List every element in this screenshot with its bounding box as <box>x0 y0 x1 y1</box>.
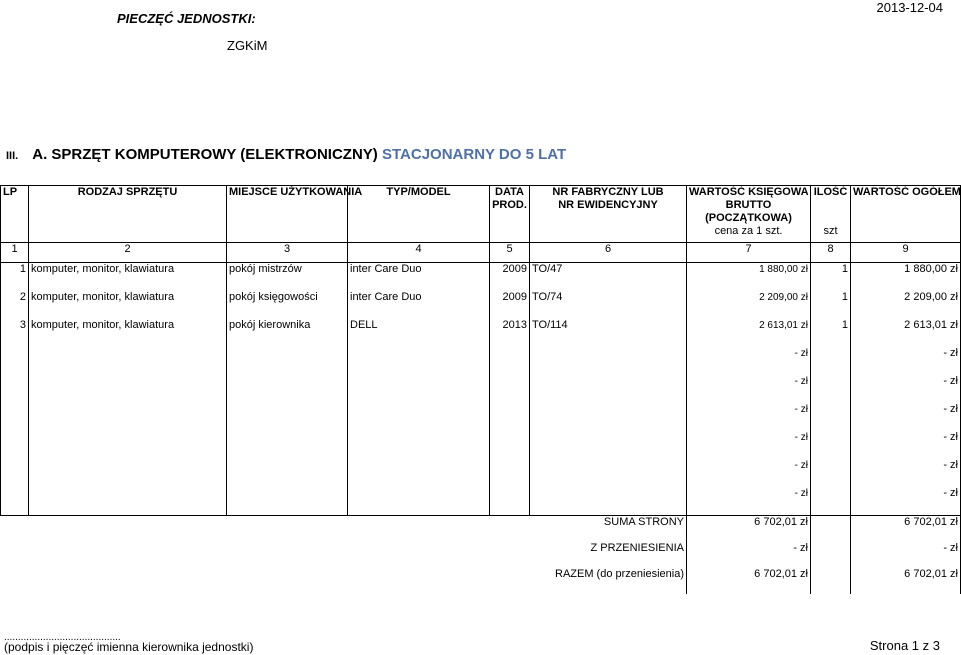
cell-year <box>490 375 530 403</box>
cell-serial <box>530 459 687 487</box>
summary-unit-value: 6 702,01 zł <box>687 568 811 594</box>
cell-qty: 1 <box>811 263 851 292</box>
section-title <box>6 146 566 163</box>
table-row <box>1 403 961 431</box>
column-number-row <box>1 243 961 263</box>
summary-total: - zł <box>851 542 961 568</box>
cell-place <box>227 375 348 403</box>
col-header-serial <box>530 186 687 243</box>
col-number: 2 <box>29 243 227 263</box>
cell-lp <box>1 375 29 403</box>
cell-model: inter Care Duo <box>348 291 490 319</box>
summary-qty <box>811 542 851 568</box>
cell-serial: TO/114 <box>530 319 687 347</box>
cell-unit-value: - zł <box>687 431 811 459</box>
summary-spacer <box>1 516 530 543</box>
cell-year: 2013 <box>490 319 530 347</box>
col-header-value-line3: (POCZĄTKOWA) <box>705 212 792 224</box>
cell-total: - zł <box>851 459 961 487</box>
cell-place <box>227 487 348 516</box>
cell-lp: 1 <box>1 263 29 292</box>
col-header-serial-line2: NR EWIDENCYJNY <box>558 199 658 211</box>
cell-model <box>348 375 490 403</box>
col-header-qty-line2: szt <box>823 225 838 237</box>
col-header-serial-line1: NR FABRYCZNY LUB <box>552 186 664 198</box>
cell-unit-value: - zł <box>687 459 811 487</box>
col-header-date <box>490 186 530 243</box>
summary-unit-value: 6 702,01 zł <box>687 516 811 543</box>
cell-total: 2 613,01 zł <box>851 319 961 347</box>
cell-place <box>227 431 348 459</box>
equipment-table <box>0 185 961 594</box>
cell-type <box>29 403 227 431</box>
cell-serial <box>530 347 687 375</box>
table-row <box>1 375 961 403</box>
table-row <box>1 459 961 487</box>
col-number: 5 <box>490 243 530 263</box>
col-header-unit-value <box>687 186 811 243</box>
cell-place <box>227 347 348 375</box>
summary-total: 6 702,01 zł <box>851 568 961 594</box>
signature-label: (podpis i pięczęć imienna kierownika jednostki) <box>4 640 254 654</box>
cell-type: komputer, monitor, klawiatura <box>29 319 227 347</box>
cell-unit-value: 2 209,00 zł <box>687 291 811 319</box>
summary-spacer <box>1 568 530 594</box>
col-header-lp: LP <box>1 186 29 243</box>
signature-line: .......................................... <box>4 632 121 643</box>
cell-type <box>29 347 227 375</box>
cell-total: - zł <box>851 347 961 375</box>
header-row <box>1 186 961 243</box>
cell-model <box>348 487 490 516</box>
col-header-date-line1: DATA <box>495 186 524 198</box>
table-row <box>1 319 961 347</box>
cell-year: 2009 <box>490 263 530 292</box>
section-title-accent: STACJONARNY DO 5 LAT <box>381 146 567 163</box>
cell-qty <box>811 403 851 431</box>
cell-type: komputer, monitor, klawiatura <box>29 263 227 292</box>
cell-total: - zł <box>851 431 961 459</box>
col-header-value-line4: cena za 1 szt. <box>714 225 783 237</box>
cell-qty: 1 <box>811 291 851 319</box>
col-number: 3 <box>227 243 348 263</box>
cell-total: 2 209,00 zł <box>851 291 961 319</box>
cell-lp <box>1 403 29 431</box>
section-title-prefix: A. SPRZĘT KOMPUTEROWY (ELEKTRONICZNY) <box>32 146 382 163</box>
cell-total: 1 880,00 zł <box>851 263 961 292</box>
cell-model <box>348 431 490 459</box>
cell-qty <box>811 459 851 487</box>
col-number: 1 <box>1 243 29 263</box>
cell-place <box>227 459 348 487</box>
cell-total: - zł <box>851 487 961 516</box>
cell-lp: 2 <box>1 291 29 319</box>
cell-total: - zł <box>851 375 961 403</box>
document-date: 2013-12-04 <box>876 0 943 15</box>
cell-place <box>227 403 348 431</box>
table-row <box>1 263 961 292</box>
cell-place: pokój kierownika <box>227 319 348 347</box>
summary-total: 6 702,01 zł <box>851 516 961 543</box>
col-number: 7 <box>687 243 811 263</box>
cell-lp <box>1 347 29 375</box>
cell-year <box>490 403 530 431</box>
summary-row <box>1 542 961 568</box>
cell-year <box>490 347 530 375</box>
cell-model <box>348 403 490 431</box>
col-header-qty-line1: ILOŚĆ <box>813 186 848 198</box>
cell-year <box>490 487 530 516</box>
cell-lp <box>1 487 29 516</box>
cell-serial <box>530 375 687 403</box>
col-header-type: RODZAJ SPRZĘTU <box>29 186 227 243</box>
cell-qty: 1 <box>811 319 851 347</box>
col-header-qty <box>811 186 851 243</box>
page-number: Strona 1 z 3 <box>869 638 940 653</box>
summary-unit-value: - zł <box>687 542 811 568</box>
cell-place: pokój mistrzów <box>227 263 348 292</box>
cell-model <box>348 347 490 375</box>
col-header-total: WARTOŚĆ OGÓŁEM <box>851 186 961 243</box>
summary-row <box>1 516 961 543</box>
cell-serial: TO/74 <box>530 291 687 319</box>
cell-type <box>29 431 227 459</box>
cell-type <box>29 375 227 403</box>
summary-label: RAZEM (do przeniesienia) <box>530 568 687 594</box>
cell-unit-value: - zł <box>687 487 811 516</box>
cell-model: DELL <box>348 319 490 347</box>
summary-spacer <box>1 542 530 568</box>
summary-row <box>1 568 961 594</box>
cell-qty <box>811 431 851 459</box>
section-number: III. <box>6 150 19 162</box>
col-header-date-line2: PROD. <box>492 199 527 211</box>
cell-total: - zł <box>851 403 961 431</box>
col-header-value-line1: WARTOŚĆ KSIĘGOWA <box>689 186 809 198</box>
cell-serial: TO/47 <box>530 263 687 292</box>
cell-place: pokój księgowości <box>227 291 348 319</box>
cell-unit-value: - zł <box>687 375 811 403</box>
cell-type: komputer, monitor, klawiatura <box>29 291 227 319</box>
cell-unit-value: - zł <box>687 403 811 431</box>
cell-qty <box>811 487 851 516</box>
table-row <box>1 431 961 459</box>
cell-lp <box>1 459 29 487</box>
cell-type <box>29 459 227 487</box>
col-number: 8 <box>811 243 851 263</box>
col-header-place: MIEJSCE UŻYTKOWANIA <box>227 186 348 243</box>
cell-lp <box>1 431 29 459</box>
cell-unit-value: 1 880,00 zł <box>687 263 811 292</box>
cell-serial <box>530 431 687 459</box>
cell-year: 2009 <box>490 291 530 319</box>
cell-qty <box>811 375 851 403</box>
cell-lp: 3 <box>1 319 29 347</box>
cell-type <box>29 487 227 516</box>
summary-qty <box>811 568 851 594</box>
organization-name: ZGKiM <box>227 38 268 53</box>
summary-label: Z PRZENIESIENIA <box>530 542 687 568</box>
cell-unit-value: - zł <box>687 347 811 375</box>
cell-model <box>348 459 490 487</box>
col-number: 4 <box>348 243 490 263</box>
cell-qty <box>811 347 851 375</box>
col-header-value-line2: BRUTTO <box>725 199 772 211</box>
table-row <box>1 291 961 319</box>
table-row <box>1 487 961 516</box>
cell-year <box>490 431 530 459</box>
summary-qty <box>811 516 851 543</box>
stamp-label: PIECZĘĆ JEDNOSTKI: <box>117 11 256 26</box>
summary-label: SUMA STRONY <box>530 516 687 543</box>
col-header-model: TYP/MODEL <box>348 186 490 243</box>
cell-model: inter Care Duo <box>348 263 490 292</box>
col-number: 6 <box>530 243 687 263</box>
col-number: 9 <box>851 243 961 263</box>
cell-unit-value: 2 613,01 zł <box>687 319 811 347</box>
cell-serial <box>530 487 687 516</box>
cell-serial <box>530 403 687 431</box>
cell-year <box>490 459 530 487</box>
table-row <box>1 347 961 375</box>
